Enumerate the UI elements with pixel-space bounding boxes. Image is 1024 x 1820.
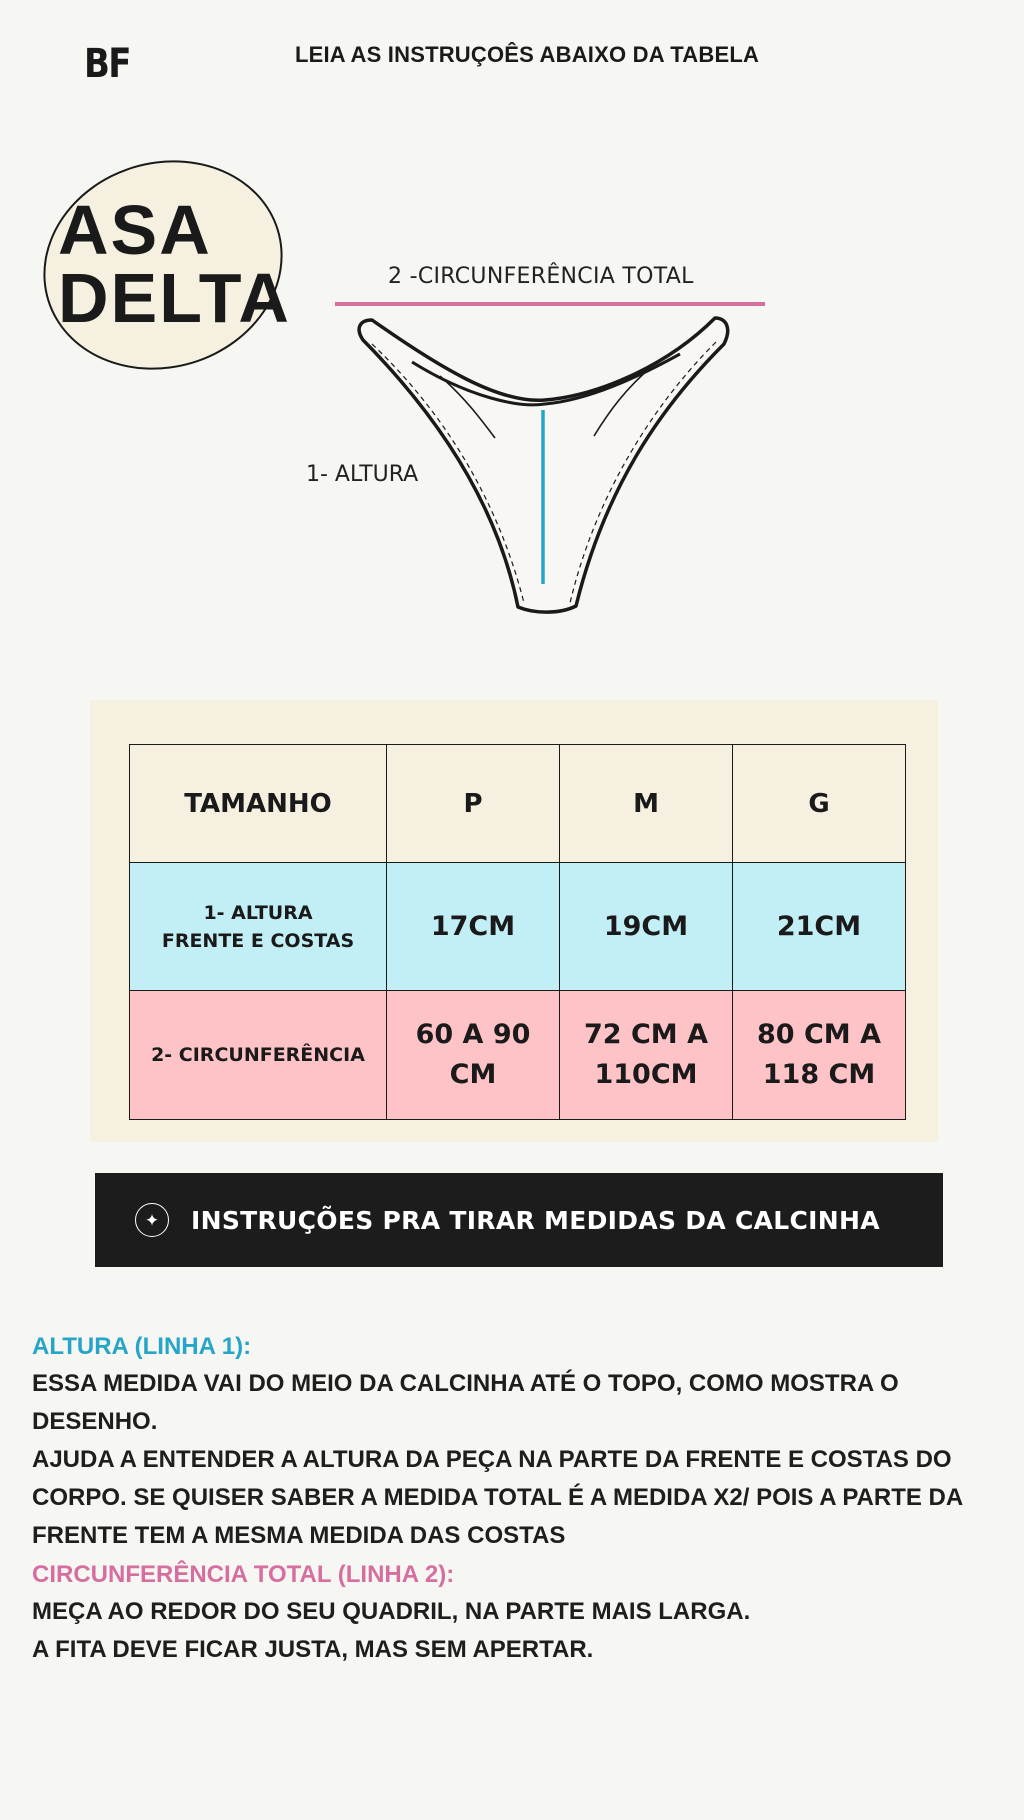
height-heading: ALTURA (LINHA 1): (32, 1333, 252, 1360)
row-label-height (130, 863, 387, 991)
panty-diagram (330, 258, 780, 628)
circumference-instructions (32, 1556, 1012, 1669)
cell-line: 110CM (594, 1059, 698, 1090)
instruction-line: MEÇA AO REDOR DO SEU QUADRIL, NA PARTE MAIS LARGA. (32, 1598, 751, 1625)
table-cell: 19CM (560, 863, 733, 991)
circumference-heading: CIRCUNFERÊNCIA TOTAL (LINHA 2): (32, 1561, 455, 1588)
table-cell: 17CM (387, 863, 560, 991)
size-table (129, 744, 906, 1120)
header-cell-m: M (560, 745, 733, 863)
row-label-line: FRENTE E COSTAS (161, 929, 355, 952)
header-cell-size: TAMANHO (130, 745, 387, 863)
instruction-line: ESSA MEDIDA VAI DO MEIO DA CALCINHA ATÉ O TOPO, COMO MOSTRA O DESENHO. (32, 1370, 899, 1435)
banner-title: INSTRUÇÕES PRA TIRAR MEDIDAS DA CALCINHA (191, 1205, 880, 1235)
table-header-row (130, 745, 906, 863)
title-line-1: ASA (58, 191, 212, 269)
title-line-2: DELTA (58, 259, 291, 337)
header-cell-p: P (387, 745, 560, 863)
table-cell (560, 991, 733, 1120)
instruction-line: CORPO. SE QUISER SABER A MEDIDA TOTAL É A MEDIDA X2/ POIS A PARTE DA (32, 1484, 964, 1511)
table-row (130, 863, 906, 991)
table-cell (733, 991, 906, 1120)
height-instructions (32, 1328, 1012, 1555)
cell-line: 80 CM A (757, 1019, 881, 1050)
instruction-line: A FITA DEVE FICAR JUSTA, MAS SEM APERTAR. (32, 1636, 594, 1663)
height-label: 1- ALTURA (306, 462, 419, 487)
row-label-line: 1- ALTURA (203, 901, 313, 924)
cell-line: 72 CM A (584, 1019, 708, 1050)
header-cell-g: G (733, 745, 906, 863)
instruction-line: FRENTE TEM A MESMA MEDIDA DAS COSTAS (32, 1522, 566, 1549)
table-cell: 21CM (733, 863, 906, 991)
instructions-note: LEIA AS INSTRUÇOÊS ABAIXO DA TABELA (294, 42, 760, 67)
circumference-label: 2 -CIRCUNFERÊNCIA TOTAL (388, 264, 694, 289)
cell-line: 118 CM (762, 1059, 876, 1090)
sparkle-icon: ✦ (135, 1203, 169, 1237)
brand-logo: BF (84, 41, 130, 87)
row-label-circumference: 2- CIRCUNFERÊNCIA (130, 991, 387, 1120)
product-title (58, 191, 291, 337)
instruction-line: AJUDA A ENTENDER A ALTURA DA PEÇA NA PARTE DA FRENTE E COSTAS DO (32, 1446, 952, 1473)
cell-line: 60 A 90 (415, 1019, 531, 1050)
cell-line: CM (449, 1059, 497, 1090)
instructions-banner (95, 1173, 943, 1267)
table-row (130, 991, 906, 1120)
table-cell (387, 991, 560, 1120)
